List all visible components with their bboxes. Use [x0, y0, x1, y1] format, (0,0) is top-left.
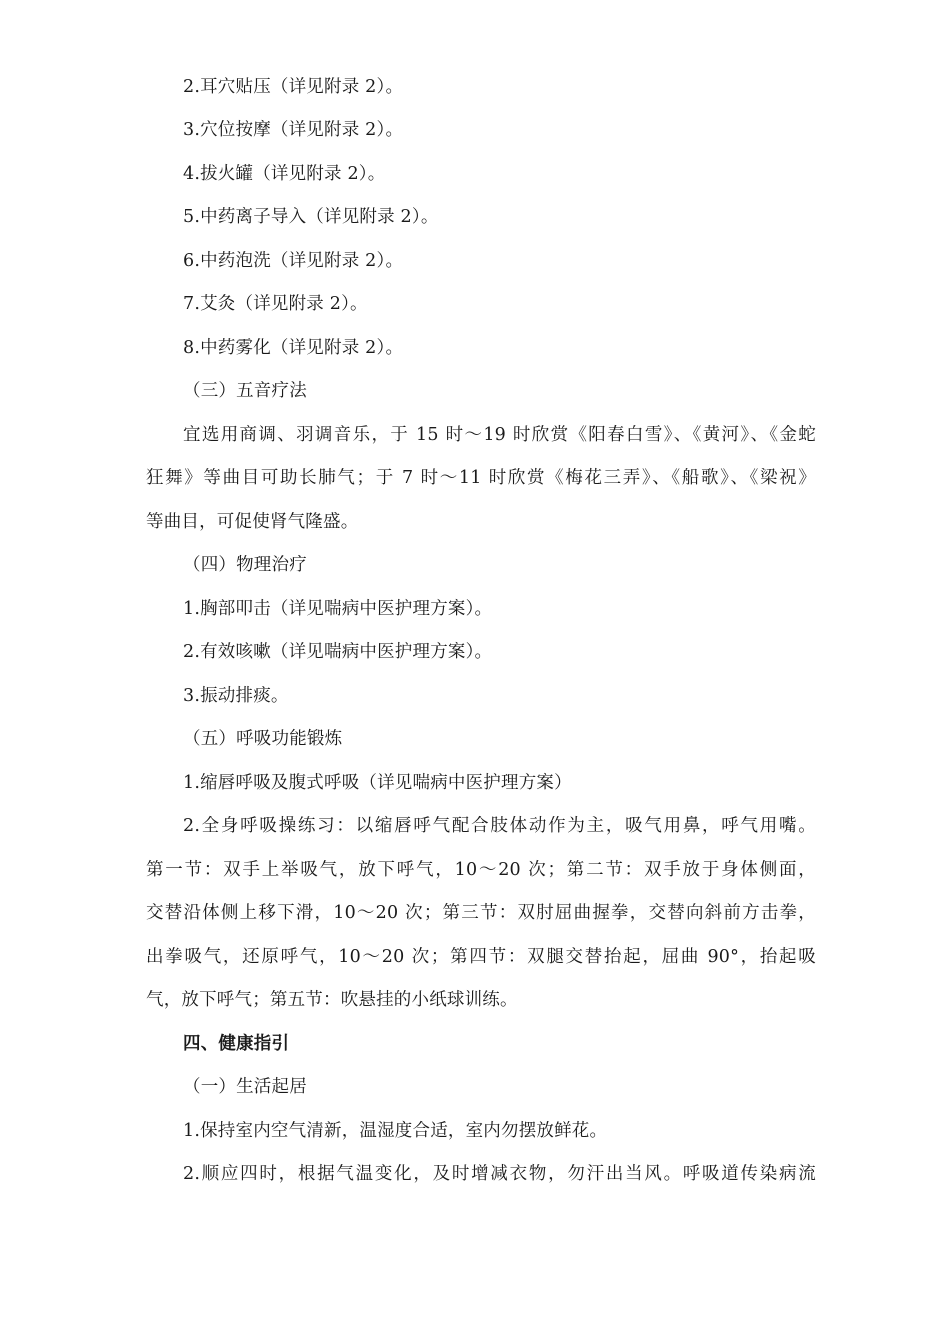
item-acupoint-massage: 3.穴位按摩（详见附录 2）。: [183, 120, 404, 140]
section-heading-breathing-exercise: （五）呼吸功能锻炼: [183, 729, 343, 749]
section-heading-health-guide: 四、健康指引: [183, 1034, 290, 1054]
item-ear-acupoint: 2.耳穴贴压（详见附录 2）。: [183, 77, 404, 97]
paragraph-line: 宜选用商调、羽调音乐，于 15 时～19 时欣赏《阳春白雪》、《黄河》、《金蛇: [183, 425, 816, 445]
item-cupping: 4.拔火罐（详见附录 2）。: [183, 164, 386, 184]
item-chest-percussion: 1.胸部叩击（详见喘病中医护理方案）。: [183, 599, 493, 619]
item-herbal-soak: 6.中药泡洗（详见附录 2）。: [183, 251, 404, 271]
paragraph-line: 2.顺应四时，根据气温变化，及时增减衣物，勿汗出当风。呼吸道传染病流: [183, 1164, 816, 1184]
item-herbal-nebulization: 8.中药雾化（详见附录 2）。: [183, 338, 404, 358]
item-indoor-air: 1.保持室内空气清新，温湿度合适，室内勿摆放鲜花。: [183, 1121, 608, 1141]
paragraph-line: 2.全身呼吸操练习：以缩唇呼气配合肢体动作为主，吸气用鼻，呼气用嘴。: [183, 816, 816, 836]
section-heading-daily-life: （一）生活起居: [183, 1077, 307, 1097]
item-vibration-sputum: 3.振动排痰。: [183, 686, 289, 706]
section-heading-five-tone: （三）五音疗法: [183, 381, 307, 401]
paragraph-line: 出拳吸气，还原呼气，10～20 次；第四节：双腿交替抬起，屈曲 90°，抬起吸: [146, 947, 816, 967]
item-pursed-lip-breathing: 1.缩唇呼吸及腹式呼吸（详见喘病中医护理方案）: [183, 773, 572, 793]
section-heading-physical-therapy: （四）物理治疗: [183, 555, 307, 575]
paragraph-line: 狂舞》等曲目可助长肺气；于 7 时～11 时欣赏《梅花三弄》、《船歌》、《梁祝》: [146, 468, 816, 488]
paragraph-line: 第一节：双手上举吸气，放下呼气，10～20 次；第二节：双手放于身体侧面，: [146, 860, 816, 880]
paragraph-line: 交替沿体侧上移下滑，10～20 次；第三节：双肘屈曲握拳，交替向斜前方击拳，: [146, 903, 816, 923]
item-ion-import: 5.中药离子导入（详见附录 2）。: [183, 207, 439, 227]
item-moxibustion: 7.艾灸（详见附录 2）。: [183, 294, 368, 314]
item-effective-cough: 2.有效咳嗽（详见喘病中医护理方案）。: [183, 642, 493, 662]
paragraph-line: 气，放下呼气；第五节：吹悬挂的小纸球训练。: [146, 990, 518, 1010]
paragraph-line: 等曲目，可促使肾气隆盛。: [146, 512, 359, 532]
